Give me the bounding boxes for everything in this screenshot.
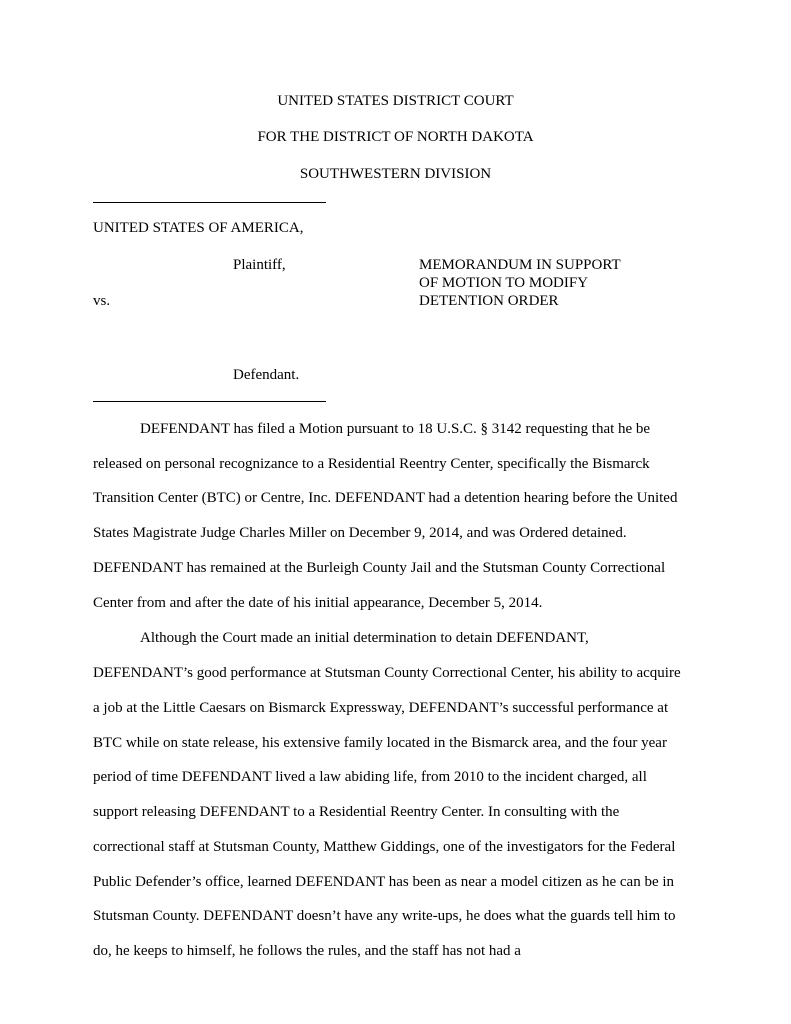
body-line: Although the Court made an initial determination to detain DEFENDANT, bbox=[140, 630, 589, 646]
body-line: Center from and after the date of his initial appearance, December 5, 2014. bbox=[93, 595, 543, 611]
body-line: do, he keeps to himself, he follows the rules, and the staff has not had a bbox=[93, 943, 521, 959]
body-line: DEFENDANT’s good performance at Stutsman County Correctional Center, his ability to acquire bbox=[93, 665, 681, 681]
body-line: States Magistrate Judge Charles Miller on December 9, 2014, and was Ordered detained. bbox=[93, 525, 627, 541]
caption-top-rule bbox=[93, 202, 326, 203]
body-line: DEFENDANT has filed a Motion pursuant to 18 U.S.C. § 3142 requesting that he be bbox=[140, 421, 651, 437]
body-line: a job at the Little Caesars on Bismarck Expressway, DEFENDANT’s successful performance at bbox=[93, 700, 669, 716]
body-line: Public Defender’s office, learned DEFENDANT has been as near a model citizen as he can be in bbox=[93, 874, 675, 890]
plaintiff-role: Plaintiff, bbox=[233, 257, 286, 273]
versus-label: vs. bbox=[93, 293, 111, 309]
body-line: DEFENDANT has remained at the Burleigh County Jail and the Stutsman County Correctional bbox=[93, 560, 666, 576]
body-line: Stutsman County. DEFENDANT doesn’t have any write-ups, he does what the guards tell him to bbox=[93, 908, 676, 924]
body-line: support releasing DEFENDANT to a Residential Reentry Center. In consulting with the bbox=[93, 804, 620, 820]
district-heading: FOR THE DISTRICT OF NORTH DAKOTA bbox=[257, 129, 534, 145]
body-line: correctional staff at Stutsman County, Matthew Giddings, one of the investigators for the Federal bbox=[93, 839, 676, 855]
body-line: period of time DEFENDANT lived a law abiding life, from 2010 to the incident charged, all bbox=[93, 769, 647, 785]
plaintiff-name: UNITED STATES OF AMERICA, bbox=[93, 220, 304, 236]
caption-bottom-rule bbox=[93, 401, 326, 402]
body-line: released on personal recognizance to a Residential Reentry Center, specifically the Bismarck bbox=[93, 456, 650, 472]
body-line: BTC while on state release, his extensive family located in the Bismarck area, and the four year bbox=[93, 735, 667, 751]
division-heading: SOUTHWESTERN DIVISION bbox=[299, 166, 492, 182]
document-title-line-1: MEMORANDUM IN SUPPORT bbox=[419, 257, 621, 273]
body-line: Transition Center (BTC) or Centre, Inc. DEFENDANT had a detention hearing before the United bbox=[93, 490, 678, 506]
document-title-line-2: OF MOTION TO MODIFY bbox=[419, 275, 589, 291]
defendant-role: Defendant. bbox=[233, 367, 300, 383]
document-title-line-3: DETENTION ORDER bbox=[419, 293, 559, 309]
court-name-heading: UNITED STATES DISTRICT COURT bbox=[277, 93, 514, 109]
